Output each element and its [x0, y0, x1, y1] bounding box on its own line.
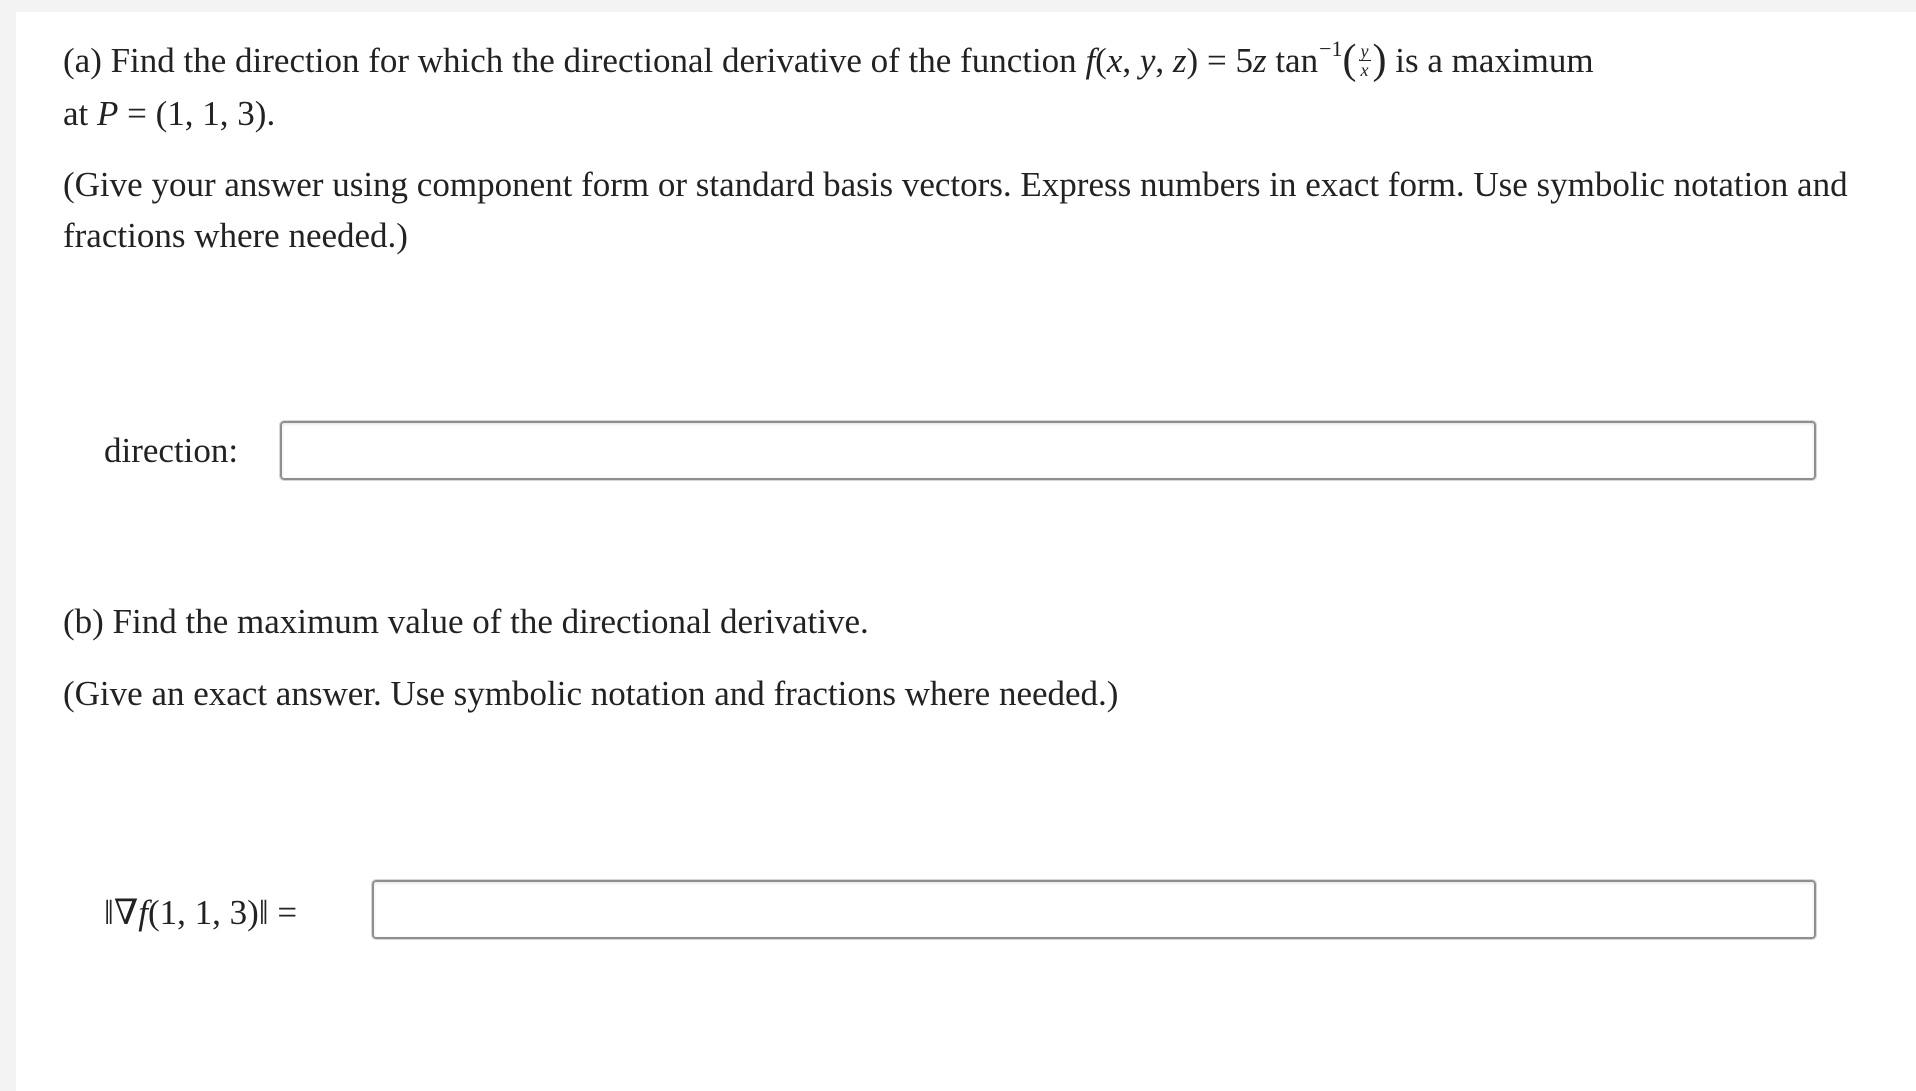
- at-text: at: [63, 94, 98, 133]
- part-a-prefix: (a) Find the direction for which the directional derivative of the function: [63, 41, 1086, 80]
- point-coordinates: = (1, 1, 3).: [118, 94, 276, 133]
- var-z-factor: z: [1252, 41, 1267, 80]
- fraction-numerator: y: [1360, 41, 1369, 62]
- function-name: f: [1085, 41, 1096, 80]
- equals-sign: =: [1198, 41, 1236, 80]
- var-z: z: [1172, 41, 1187, 80]
- frac-paren-open: (: [1342, 37, 1357, 83]
- fraction-denominator: x: [1360, 60, 1369, 81]
- tan-function: tan: [1266, 41, 1319, 80]
- direction-label: direction:: [104, 431, 239, 470]
- part-a-suffix: is a maximum: [1386, 41, 1594, 80]
- max-value-answer-input[interactable]: [372, 880, 1816, 939]
- comma: ,: [1122, 41, 1140, 80]
- norm-gradient-symbol: ‖∇: [104, 893, 139, 932]
- direction-answer-input[interactable]: [280, 421, 1816, 480]
- fraction-y-over-x: [1359, 42, 1371, 79]
- gradient-function-name: f: [138, 893, 148, 932]
- part-a-question: [63, 37, 1594, 87]
- part-a-instructions-line1: (Give your answer using component form or standard basis vectors. Express numbers in exact form. Use symbolic notation and: [63, 165, 1848, 204]
- paren-close: ): [1186, 41, 1199, 80]
- gradient-norm-label: [104, 891, 297, 935]
- point-P: P: [97, 94, 119, 133]
- coefficient: 5: [1235, 41, 1253, 80]
- part-a-instructions-line2: fractions where needed.): [63, 216, 408, 255]
- part-b-prompt: (b) Find the maximum value of the directional derivative.: [63, 602, 869, 641]
- part-a-point: [63, 92, 275, 136]
- var-x: x: [1106, 41, 1123, 80]
- var-y: y: [1139, 41, 1156, 80]
- gradient-point-equals: (1, 1, 3)‖ =: [148, 893, 298, 932]
- comma: ,: [1155, 41, 1173, 80]
- frac-paren-close: ): [1372, 37, 1387, 83]
- inverse-superscript: −1: [1319, 36, 1343, 61]
- paren-open: (: [1095, 41, 1107, 80]
- part-b-instructions: (Give an exact answer. Use symbolic notation and fractions where needed.): [63, 674, 1119, 713]
